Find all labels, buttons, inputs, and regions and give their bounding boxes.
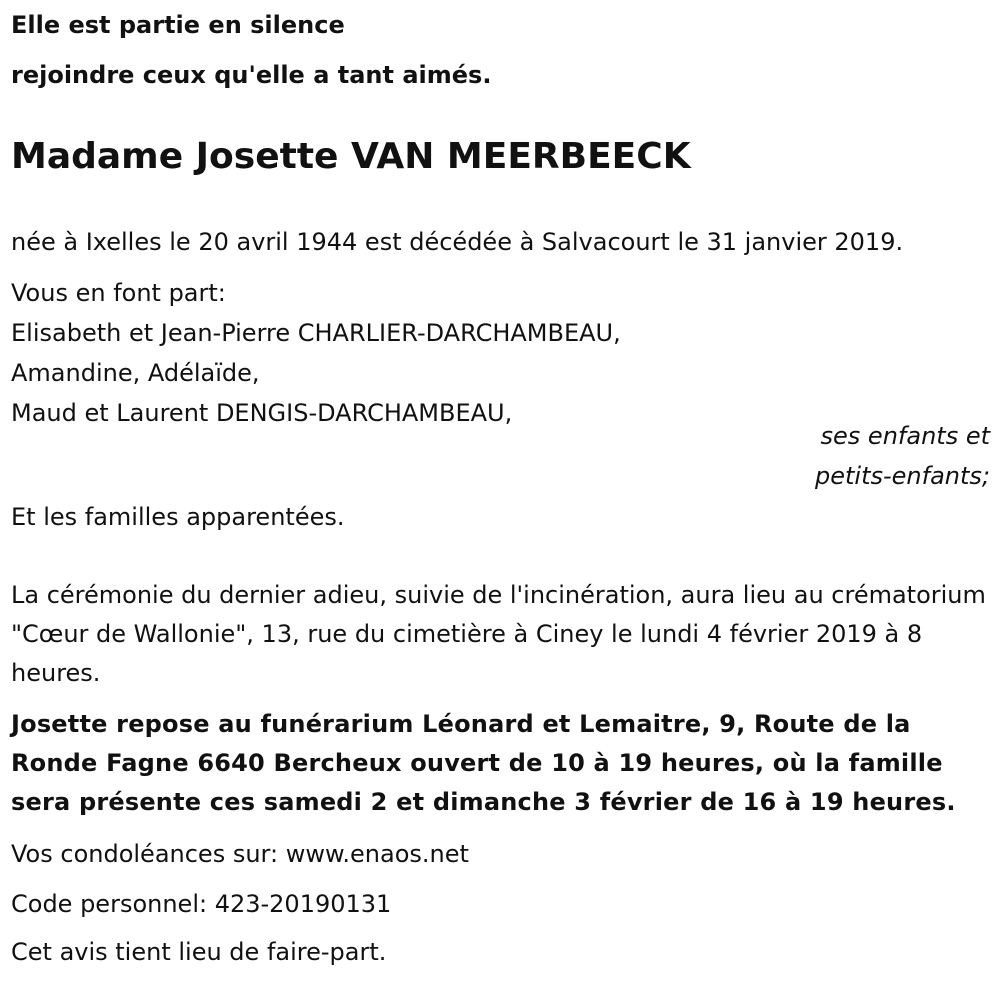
announce-line: Vous en font part: <box>11 279 226 307</box>
intro-line-2: rejoindre ceux qu'elle a tant aimés. <box>11 61 492 89</box>
condolences-line: Vos condoléances sur: www.enaos.net <box>11 840 469 868</box>
ceremony-paragraph: La cérémonie du dernier adieu, suivie de l'incinération, aura lieu au crématorium "Cœur de Wallonie", 13, rue du cimetière à Ciney le lundi 4 février 2019 à 8 heures. <box>11 581 986 687</box>
relatives-line: Et les familles apparentées. <box>11 503 345 531</box>
family-line-2: Amandine, Adélaïde, <box>11 359 260 387</box>
family-line-1: Elisabeth et Jean-Pierre CHARLIER-DARCHAMBEAU, <box>11 319 621 347</box>
notice-line: Cet avis tient lieu de faire-part. <box>11 938 387 966</box>
visitation-paragraph: Josette repose au funérarium Léonard et Lemaitre, 9, Route de la Ronde Fagne 6640 Bercheux ouvert de 10 à 19 heures, où la famille sera présente ces samedi 2 et dimanche 3 février de 16 à 19 heures. <box>11 710 956 816</box>
intro-line-1: Elle est partie en silence <box>11 11 345 39</box>
family-role-line-2: petits-enfants; <box>815 462 990 490</box>
deceased-name: Madame Josette VAN MEERBEECK <box>11 136 691 177</box>
personal-code-line: Code personnel: 423-20190131 <box>11 890 392 918</box>
birth-death-line: née à Ixelles le 20 avril 1944 est décédée à Salvacourt le 31 janvier 2019. <box>11 228 904 256</box>
family-line-3: Maud et Laurent DENGIS-DARCHAMBEAU, <box>11 399 513 427</box>
family-role-line-1: ses enfants et <box>820 422 990 450</box>
